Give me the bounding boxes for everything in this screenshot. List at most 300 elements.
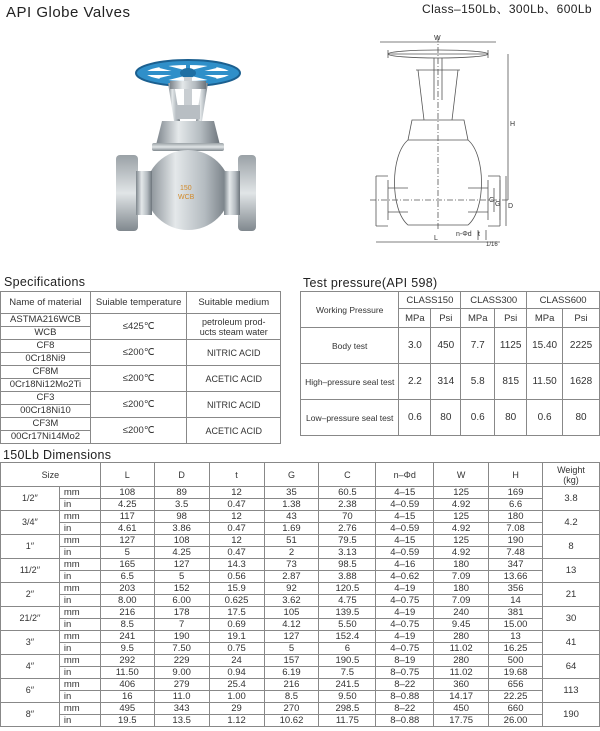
- temperature-cell: ≤425℃: [90, 314, 187, 340]
- material-name: CF8: [1, 340, 91, 353]
- material-name: 00Cr18Ni10: [1, 405, 91, 418]
- dim-value: 98.5: [319, 559, 376, 571]
- spec-row: [1, 418, 281, 431]
- dim-value: 51: [264, 535, 319, 547]
- dim-row-in: [1, 715, 600, 727]
- material-name: ASTMA216WCB: [1, 314, 91, 327]
- dim-value: 9.5: [100, 643, 154, 655]
- dim-value: 22.25: [489, 691, 543, 703]
- dim-value: 180: [434, 559, 489, 571]
- test-value: 15.40: [527, 328, 563, 364]
- dim-value: 12: [209, 511, 264, 523]
- dim-value: 4.75: [319, 595, 376, 607]
- dim-value: 190.5: [319, 655, 376, 667]
- dim-value: 5: [100, 547, 154, 559]
- dim-value: 8.5: [264, 691, 319, 703]
- dim-slope-label: 1/16: [486, 242, 498, 248]
- dim-value: 98: [154, 511, 209, 523]
- dim-value: 4–0.75: [376, 619, 434, 631]
- unit-mm: mm: [59, 703, 100, 715]
- dim-value: 6: [319, 643, 376, 655]
- dim-value: 3.62: [264, 595, 319, 607]
- dim-header-l: L: [100, 463, 154, 487]
- unit-mm: mm: [59, 487, 100, 499]
- dim-value: 229: [154, 655, 209, 667]
- medium-cell: ACETIC ACID: [187, 366, 281, 392]
- dim-row-in: [1, 571, 600, 583]
- material-name: 00Cr17Ni14Mo2: [1, 431, 91, 444]
- temperature-cell: ≤200℃: [90, 392, 187, 418]
- weight-cell: 8: [543, 535, 600, 559]
- spec-row: [1, 366, 281, 379]
- dim-value: 8–22: [376, 679, 434, 691]
- dim-value: 120.5: [319, 583, 376, 595]
- dim-value: 190: [489, 535, 543, 547]
- dim-nphid-label: n-Φd: [456, 231, 472, 238]
- spec-row: [1, 314, 281, 327]
- test-label: High–pressure seal test: [301, 364, 399, 400]
- dim-g-label: G: [495, 201, 501, 208]
- dim-value: 9.50: [319, 691, 376, 703]
- dim-row-in: [1, 523, 600, 535]
- dim-header-row: [1, 463, 600, 487]
- test-row: [301, 328, 600, 364]
- globe-valve-drawing: [368, 30, 523, 252]
- dim-value: 3.88: [319, 571, 376, 583]
- dim-value: 92: [264, 583, 319, 595]
- dim-value: 29: [209, 703, 264, 715]
- dim-value: 495: [100, 703, 154, 715]
- dim-header-w: W: [434, 463, 489, 487]
- dim-value: 14.17: [434, 691, 489, 703]
- material-name: CF3: [1, 392, 91, 405]
- dim-value: 0.47: [209, 499, 264, 511]
- dim-header-c: C: [319, 463, 376, 487]
- svg-text:150: 150: [180, 185, 192, 192]
- dim-d-label: D: [508, 203, 514, 210]
- dim-row-mm: [1, 583, 600, 595]
- dim-value: 241: [100, 631, 154, 643]
- dim-value: 89: [154, 487, 209, 499]
- spec-header-material: Name of material: [1, 292, 91, 314]
- dim-value: 4.92: [434, 499, 489, 511]
- test-value: 11.50: [527, 364, 563, 400]
- material-name: 0Cr18Ni12Mo2Ti: [1, 379, 91, 392]
- dim-row-mm: [1, 511, 600, 523]
- dim-l-label: L: [434, 235, 438, 242]
- dim-header-weight: Weight (kg): [543, 463, 600, 487]
- material-name: CF8M: [1, 366, 91, 379]
- dim-value: 7: [154, 619, 209, 631]
- dim-value: 24: [209, 655, 264, 667]
- dim-value: 4–19: [376, 631, 434, 643]
- dim-value: 4–19: [376, 607, 434, 619]
- test-label: Low–pressure seal test: [301, 400, 399, 436]
- dim-value: 4–15: [376, 487, 434, 499]
- dim-value: 9.45: [434, 619, 489, 631]
- class600-header: CLASS600: [527, 292, 600, 309]
- spec-header-row: [1, 292, 281, 314]
- dim-value: 0.56: [209, 571, 264, 583]
- weight-cell: 13: [543, 559, 600, 583]
- temperature-cell: ≤200℃: [90, 340, 187, 366]
- test-value: 3.0: [399, 328, 431, 364]
- dim-header-nphid: n–Φd: [376, 463, 434, 487]
- dim-value: 15.00: [489, 619, 543, 631]
- dim-value: 406: [100, 679, 154, 691]
- dim-value: 2.76: [319, 523, 376, 535]
- dim-value: 125: [434, 535, 489, 547]
- weight-cell: 64: [543, 655, 600, 679]
- dim-value: 9.00: [154, 667, 209, 679]
- dim-value: 11.50: [100, 667, 154, 679]
- dim-value: 241.5: [319, 679, 376, 691]
- dim-row-mm: [1, 487, 600, 499]
- dim-header-size: Size: [1, 463, 101, 487]
- unit-in: in: [59, 571, 100, 583]
- temperature-cell: ≤200℃: [90, 418, 187, 444]
- dim-value: 1.00: [209, 691, 264, 703]
- dim-row-mm: [1, 679, 600, 691]
- specifications-table: [0, 291, 281, 444]
- dim-value: 0.625: [209, 595, 264, 607]
- dim-value: 4–16: [376, 559, 434, 571]
- dim-value: 26.00: [489, 715, 543, 727]
- dim-value: 292: [100, 655, 154, 667]
- size-cell: 1′′: [1, 535, 60, 559]
- dimensions-table: [0, 462, 600, 727]
- size-cell: 3′′: [1, 631, 60, 655]
- medium-cell: petroleum prod- ucts steam water: [187, 314, 281, 340]
- unit-mm: mm: [59, 631, 100, 643]
- dim-value: 381: [489, 607, 543, 619]
- dim-h-label: H: [510, 121, 516, 128]
- dim-value: 0.75: [209, 643, 264, 655]
- test-value: 815: [495, 364, 527, 400]
- unit-in: in: [59, 715, 100, 727]
- dim-row-in: [1, 691, 600, 703]
- dim-value: 11.02: [434, 667, 489, 679]
- dim-value: 298.5: [319, 703, 376, 715]
- unit-mm: mm: [59, 679, 100, 691]
- svg-text:WCB: WCB: [178, 194, 195, 201]
- dim-value: 8–0.88: [376, 715, 434, 727]
- unit-in: in: [59, 691, 100, 703]
- test-value: 2225: [563, 328, 600, 364]
- dim-value: 6.6: [489, 499, 543, 511]
- dim-header-g: G: [264, 463, 319, 487]
- unit-header: Psi: [431, 309, 461, 328]
- test-value: 0.6: [461, 400, 495, 436]
- dim-value: 6.00: [154, 595, 209, 607]
- dim-value: 4–15: [376, 535, 434, 547]
- size-cell: 21/2′′: [1, 607, 60, 631]
- dim-value: 7.09: [434, 571, 489, 583]
- dim-c-label: C: [489, 197, 495, 204]
- dim-value: 12: [209, 535, 264, 547]
- dim-value: 117: [100, 511, 154, 523]
- dim-value: 8–0.75: [376, 667, 434, 679]
- dim-value: 356: [489, 583, 543, 595]
- dim-value: 108: [154, 535, 209, 547]
- dim-row-mm: [1, 535, 600, 547]
- dim-value: 13.5: [154, 715, 209, 727]
- unit-header: Psi: [495, 309, 527, 328]
- dim-row-in: [1, 595, 600, 607]
- size-cell: 4′′: [1, 655, 60, 679]
- dim-value: 4–0.59: [376, 547, 434, 559]
- dim-value: 5: [154, 571, 209, 583]
- dim-value: 4–15: [376, 511, 434, 523]
- dim-value: 4.25: [100, 499, 154, 511]
- spec-row: [1, 392, 281, 405]
- class-title: Class–150Lb、300Lb、600Lb: [422, 2, 592, 16]
- dim-row-mm: [1, 655, 600, 667]
- dim-value: 656: [489, 679, 543, 691]
- dim-header-t: t: [209, 463, 264, 487]
- dim-value: 8–22: [376, 703, 434, 715]
- dim-value: 1.69: [264, 523, 319, 535]
- dim-value: 6.19: [264, 667, 319, 679]
- dim-value: 500: [489, 655, 543, 667]
- unit-in: in: [59, 523, 100, 535]
- unit-mm: mm: [59, 559, 100, 571]
- temperature-cell: ≤200℃: [90, 366, 187, 392]
- dim-row-in: [1, 667, 600, 679]
- material-name: WCB: [1, 327, 91, 340]
- dim-value: 4.61: [100, 523, 154, 535]
- dim-value: 450: [434, 703, 489, 715]
- dim-value: 19.1: [209, 631, 264, 643]
- dim-value: 165: [100, 559, 154, 571]
- test-value: 80: [563, 400, 600, 436]
- test-value: 80: [431, 400, 461, 436]
- dim-value: 270: [264, 703, 319, 715]
- dim-header-d: D: [154, 463, 209, 487]
- dim-value: 11.02: [434, 643, 489, 655]
- class300-header: CLASS300: [461, 292, 527, 309]
- test-value: 5.8: [461, 364, 495, 400]
- dim-row-mm: [1, 607, 600, 619]
- unit-header: MPa: [461, 309, 495, 328]
- spec-header-medium: Suitable medium: [187, 292, 281, 314]
- dim-value: 17.75: [434, 715, 489, 727]
- dim-t-label: t: [478, 231, 480, 238]
- size-cell: 3/4′′: [1, 511, 60, 535]
- size-cell: 6′′: [1, 679, 60, 703]
- globe-valve-photo: [110, 55, 260, 255]
- test-value: 0.6: [527, 400, 563, 436]
- dim-value: 157: [264, 655, 319, 667]
- spec-header-temperature: Suiable temperature: [90, 292, 187, 314]
- specifications-title: Specifications: [4, 275, 86, 289]
- dim-value: 5.50: [319, 619, 376, 631]
- weight-cell: 30: [543, 607, 600, 631]
- test-value: 1125: [495, 328, 527, 364]
- dim-header-h: H: [489, 463, 543, 487]
- dim-value: 216: [264, 679, 319, 691]
- class150-header: CLASS150: [399, 292, 461, 309]
- unit-header: MPa: [399, 309, 431, 328]
- weight-cell: 4.2: [543, 511, 600, 535]
- dim-value: 13: [489, 631, 543, 643]
- test-value: 450: [431, 328, 461, 364]
- dim-value: 280: [434, 655, 489, 667]
- dim-value: 139.5: [319, 607, 376, 619]
- dim-value: 1.38: [264, 499, 319, 511]
- test-row: [301, 364, 600, 400]
- dim-row-in: [1, 643, 600, 655]
- dim-value: 180: [489, 511, 543, 523]
- test-value: 314: [431, 364, 461, 400]
- unit-mm: mm: [59, 583, 100, 595]
- spec-row: [1, 340, 281, 353]
- unit-mm: mm: [59, 511, 100, 523]
- dim-value: 11.0: [154, 691, 209, 703]
- dim-value: 4.25: [154, 547, 209, 559]
- dim-value: 5: [264, 643, 319, 655]
- weight-cell: 41: [543, 631, 600, 655]
- dim-value: 70: [319, 511, 376, 523]
- dim-value: 4–0.59: [376, 523, 434, 535]
- dim-value: 4.92: [434, 523, 489, 535]
- dimensions-title: 150Lb Dimensions: [3, 448, 112, 462]
- dim-value: 19.5: [100, 715, 154, 727]
- dim-value: 8.00: [100, 595, 154, 607]
- dim-value: 13.66: [489, 571, 543, 583]
- unit-in: in: [59, 619, 100, 631]
- dim-row-in: [1, 547, 600, 559]
- dim-row-in: [1, 499, 600, 511]
- dim-value: 152.4: [319, 631, 376, 643]
- dim-value: 14.3: [209, 559, 264, 571]
- unit-in: in: [59, 499, 100, 511]
- dim-value: 17.5: [209, 607, 264, 619]
- dim-value: 2.87: [264, 571, 319, 583]
- dim-value: 7.09: [434, 595, 489, 607]
- test-pressure-title: Test pressure(API 598): [303, 276, 438, 290]
- dim-value: 180: [434, 583, 489, 595]
- dim-value: 7.50: [154, 643, 209, 655]
- dim-row-mm: [1, 631, 600, 643]
- dim-value: 7.48: [489, 547, 543, 559]
- dim-value: 360: [434, 679, 489, 691]
- dim-value: 2: [264, 547, 319, 559]
- weight-cell: 21: [543, 583, 600, 607]
- test-pressure-table: [300, 291, 600, 436]
- weight-cell: 190: [543, 703, 600, 727]
- dim-value: 4.12: [264, 619, 319, 631]
- unit-in: in: [59, 643, 100, 655]
- dim-row-mm: [1, 703, 600, 715]
- size-cell: 2′′: [1, 583, 60, 607]
- dim-value: 79.5: [319, 535, 376, 547]
- dim-value: 203: [100, 583, 154, 595]
- dim-value: 0.47: [209, 547, 264, 559]
- dim-value: 43: [264, 511, 319, 523]
- size-cell: 1/2′′: [1, 487, 60, 511]
- test-value: 0.6: [399, 400, 431, 436]
- dim-value: 343: [154, 703, 209, 715]
- dim-value: 0.47: [209, 523, 264, 535]
- medium-cell: NITRIC ACID: [187, 340, 281, 366]
- dim-value: 35: [264, 487, 319, 499]
- dim-value: 3.5: [154, 499, 209, 511]
- dim-value: 347: [489, 559, 543, 571]
- dim-value: 19.68: [489, 667, 543, 679]
- unit-header: MPa: [527, 309, 563, 328]
- material-name: CF3M: [1, 418, 91, 431]
- unit-mm: mm: [59, 655, 100, 667]
- weight-cell: 3.8: [543, 487, 600, 511]
- dim-value: 108: [100, 487, 154, 499]
- dim-value: 4–0.59: [376, 499, 434, 511]
- dim-value: 12: [209, 487, 264, 499]
- test-row: [301, 400, 600, 436]
- dim-value: 11.75: [319, 715, 376, 727]
- unit-in: in: [59, 595, 100, 607]
- dim-value: 7.08: [489, 523, 543, 535]
- dim-value: 15.9: [209, 583, 264, 595]
- test-value: 1628: [563, 364, 600, 400]
- dim-value: 10.62: [264, 715, 319, 727]
- dim-value: 4–19: [376, 583, 434, 595]
- dim-value: 105: [264, 607, 319, 619]
- size-cell: 11/2′′: [1, 559, 60, 583]
- dim-value: 8–19: [376, 655, 434, 667]
- dim-value: 8.5: [100, 619, 154, 631]
- dim-value: 6.5: [100, 571, 154, 583]
- dim-row-mm: [1, 559, 600, 571]
- dim-value: 7.5: [319, 667, 376, 679]
- dim-value: 2.38: [319, 499, 376, 511]
- test-label: Body test: [301, 328, 399, 364]
- dim-value: 8–0.88: [376, 691, 434, 703]
- dim-row-in: [1, 619, 600, 631]
- dim-value: 240: [434, 607, 489, 619]
- test-value: 80: [495, 400, 527, 436]
- unit-mm: mm: [59, 535, 100, 547]
- dim-value: 190: [154, 631, 209, 643]
- dim-value: 127: [100, 535, 154, 547]
- dim-value: 178: [154, 607, 209, 619]
- dim-value: 25.4: [209, 679, 264, 691]
- dim-value: 3.13: [319, 547, 376, 559]
- dim-value: 4.92: [434, 547, 489, 559]
- dim-value: 127: [264, 631, 319, 643]
- dim-value: 1.12: [209, 715, 264, 727]
- dim-value: 125: [434, 511, 489, 523]
- test-value: 7.7: [461, 328, 495, 364]
- test-value: 2.2: [399, 364, 431, 400]
- dim-value: 279: [154, 679, 209, 691]
- unit-in: in: [59, 667, 100, 679]
- dim-value: 280: [434, 631, 489, 643]
- dim-value: 125: [434, 487, 489, 499]
- dim-value: 152: [154, 583, 209, 595]
- dim-value: 660: [489, 703, 543, 715]
- dim-w-label: W: [434, 35, 441, 42]
- unit-header: Psi: [563, 309, 600, 328]
- dim-value: 169: [489, 487, 543, 499]
- material-name: 0Cr18Ni9: [1, 353, 91, 366]
- working-pressure-label: Working Pressure: [301, 292, 399, 328]
- dim-value: 16.25: [489, 643, 543, 655]
- unit-mm: mm: [59, 607, 100, 619]
- unit-in: in: [59, 547, 100, 559]
- dim-value: 4–0.75: [376, 643, 434, 655]
- page-title: API Globe Valves: [6, 4, 131, 21]
